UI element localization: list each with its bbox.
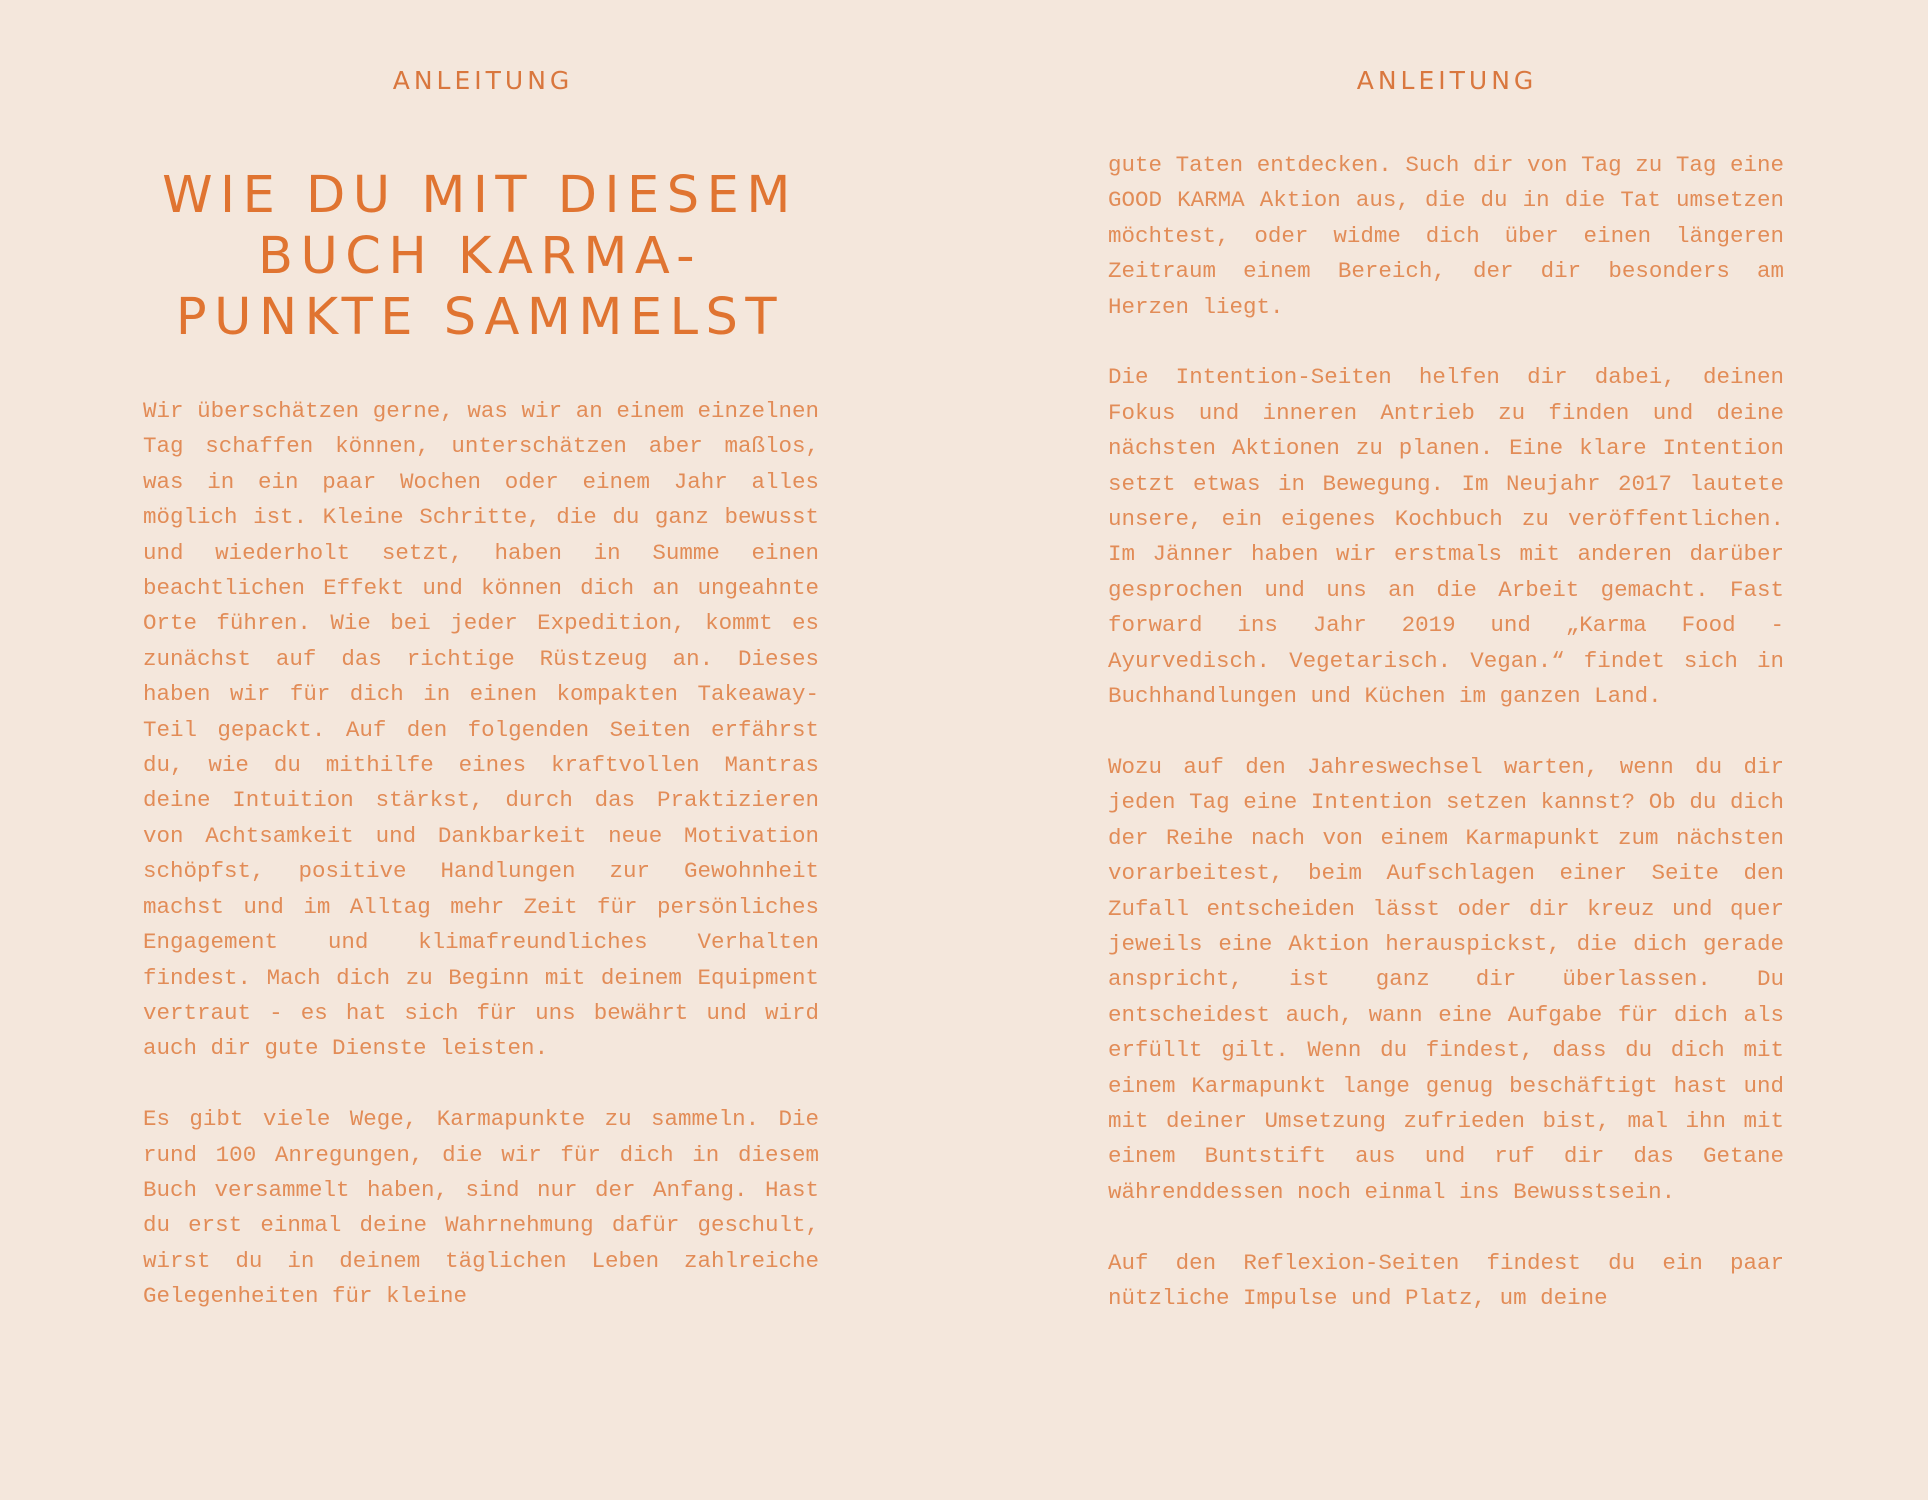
paragraph: Wozu auf den Jahreswechsel warten, wenn du dir jeden Tag eine Intention setzen kannst? Ob du dich der Reihe nach von einem Karmapunkt zum nächsten vorarbeitest, beim Aufschlagen einer Seite den Zufall entscheiden lässt oder dir kreuz und quer jeweils eine Aktion herauspickst, die dich gerade anspricht, ist ganz dir überlassen. Du entscheidest auch, wann eine Aufgabe für dich als erfüllt gilt. Wenn du findest, dass du dich mit einem Karmapunkt lange genug beschäftigt hast und mit deiner Umsetzung zufrieden bist, mal ihn mit einem Buntstift aus und ruf dir das Getane währenddessen noch einmal ins Bewusstsein. — [1108, 753, 1784, 1205]
paragraph: Es gibt viele Wege, Karmapunkte zu sammeln. Die rund 100 Anregungen, die wir für dich in diesem Buch versammelt haben, sind nur der Anfang. Hast du erst einmal deine Wahrnehmung dafür geschult, wirst du in deinem täglichen Leben zahlreiche Gelegenheiten für kleine — [143, 1106, 819, 1310]
right-page — [964, 0, 1928, 1500]
paragraph: Auf den Reflexion-Seiten findest du ein paar nützliche Impulse und Platz, um deine — [1108, 1249, 1784, 1311]
paragraph: gute Taten entdecken. Such dir von Tag zu Tag eine GOOD KARMA Aktion aus, die du in die Tat umsetzen möchtest, oder widme dich über einen längeren Zeitraum einem Bereich, der dir besonders am Herzen liegt. — [1108, 152, 1784, 320]
chapter-title — [130, 165, 830, 348]
title-line: PUNKTE SAMMELST — [175, 288, 785, 347]
title-line: WIE DU MIT DIESEM — [162, 166, 798, 225]
left-body-text — [143, 394, 819, 1315]
title-line: BUCH KARMA- — [257, 227, 703, 286]
right-body-text — [1108, 148, 1784, 1316]
running-head-left: ANLEITUNG — [392, 66, 574, 95]
running-head-right: ANLEITUNG — [1356, 66, 1538, 95]
paragraph: Die Intention-Seiten helfen dir dabei, deinen Fokus und inneren Antrieb zu finden und deine nächsten Aktionen zu planen. Eine klare Intention setzt etwas in Bewegung. Im Neujahr 2017 lautete unsere, ein eigenes Kochbuch zu veröffentlichen. Im Jänner haben wir erstmals mit anderen darüber gesprochen und uns an die Arbeit gemacht. Fast forward ins Jahr 2019 und „Karma Food - Ayurvedisch. Vegetarisch. Vegan.“ findet sich in Buchhandlungen und Küchen im ganzen Land. — [1108, 364, 1784, 710]
paragraph: Wir überschätzen gerne, was wir an einem einzelnen Tag schaffen können, unterschätzen aber maßlos, was in ein paar Wochen oder einem Jahr alles möglich ist. Kleine Schritte, die du ganz bewusst und wiederholt setzt, haben in Summe einen beachtlichen Effekt und können dich an ungeahnte Orte führen. Wie bei jeder Expedition, kommt es zunächst auf das richtige Rüstzeug an. Dieses haben wir für dich in einen kompakten Takeaway-Teil gepackt. Auf den folgenden Seiten erfährst du, wie du mithilfe eines kraftvollen Mantras deine Intuition stärkst, durch das Praktizieren von Achtsamkeit und Dankbarkeit neue Motivation schöpfst, positive Handlungen zur Gewohnheit machst und im Alltag mehr Zeit für persönliches Engagement und klimafreundliches Verhalten findest. Mach dich zu Beginn mit deinem Equipment vertraut - es hat sich für uns bewährt und wird auch dir gute Dienste leisten. — [143, 398, 819, 1062]
